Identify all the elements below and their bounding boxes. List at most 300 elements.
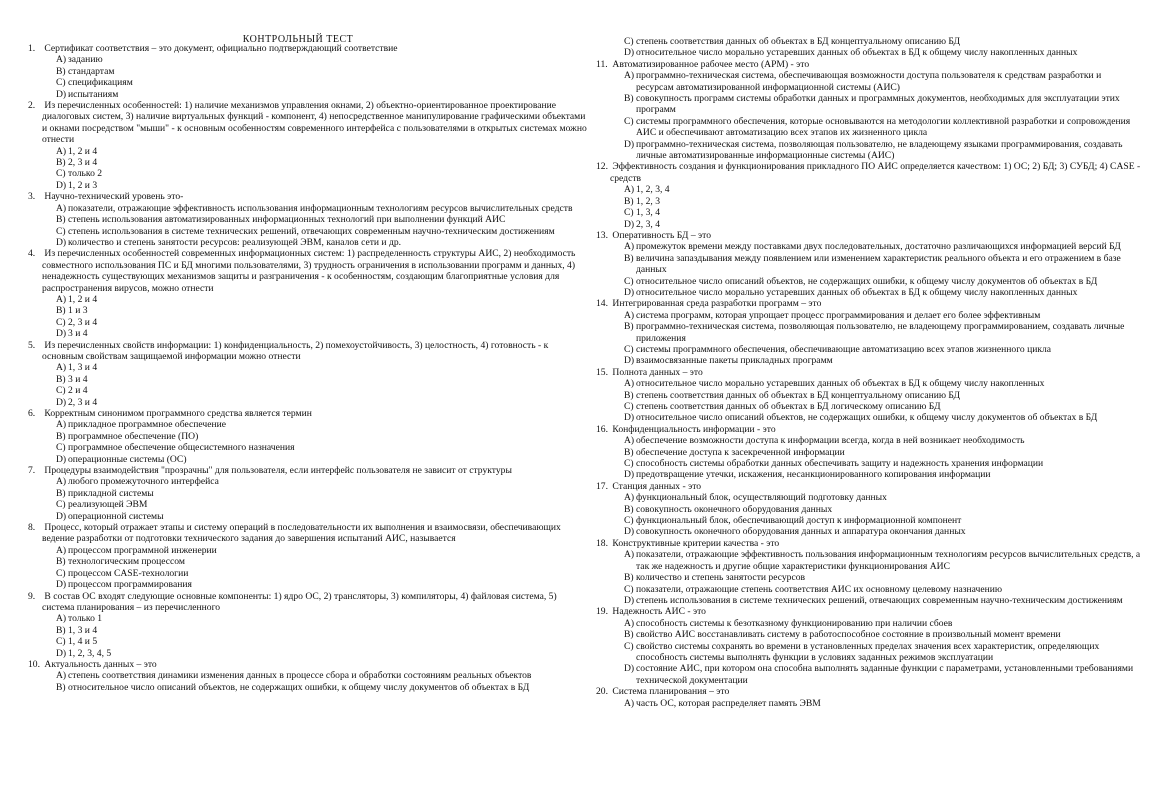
question-number: 20. — [596, 686, 608, 698]
question-stem: Интегрированная среда разработки программ – это — [610, 298, 822, 310]
question-number: 5. — [28, 339, 36, 351]
answer-option-a — [624, 378, 1141, 389]
answer-option-c — [56, 77, 588, 88]
option-letter: D) — [56, 179, 67, 191]
option-letter: B) — [56, 214, 66, 226]
option-text: 2 и 4 — [68, 385, 88, 397]
answer-option-a — [56, 545, 588, 556]
question-stem: Сертификат соответствия – это документ, официально подтверждающий соответствие — [42, 43, 398, 54]
option-letter: B) — [624, 93, 634, 105]
left-column — [28, 0, 588, 693]
answer-option-b — [624, 629, 1141, 640]
option-text: испытаниям — [68, 88, 119, 100]
question-3 — [28, 191, 588, 248]
answer-option-b — [624, 321, 1141, 344]
answer-option-d — [56, 328, 588, 339]
answer-option-c — [624, 641, 1141, 664]
question-stem: Процесс, который отражает этапы и систему операций в последовательности их выполнения и взаимосвязи, обеспечивающих ведение разработки от подготовки технического задания до завершения испытаний АИС, называется — [42, 522, 561, 545]
answer-option-a — [56, 203, 588, 214]
option-letter: B) — [624, 629, 634, 641]
answer-option-c — [624, 458, 1141, 469]
option-letter: A) — [56, 670, 67, 682]
question-19 — [596, 606, 1141, 686]
option-text: свойство АИС восстанавливать систему в работоспособное состояние в произвольный момент времени — [636, 629, 1061, 641]
question-stem: Из перечисленных свойств информации: 1) конфиденциальность, 2) помехоустойчивость, 3) целостность, 4) готовность - к основным свойствам защищаемой информации можно отнести — [42, 339, 549, 362]
question-text — [28, 340, 588, 363]
question-text — [596, 606, 1141, 617]
option-letter: C) — [56, 636, 66, 648]
question-stem: Надежность АИС - это — [610, 606, 706, 618]
option-text: прикладное программное обеспечение — [68, 419, 226, 431]
question-text — [596, 686, 1141, 697]
answer-option-a — [624, 698, 1141, 709]
question-text — [28, 465, 588, 476]
question-text — [28, 408, 588, 419]
answer-option-cont-1 — [624, 47, 1141, 58]
option-text: операционные системы (ОС) — [68, 453, 187, 465]
answer-option-d — [624, 663, 1141, 686]
option-letter: D) — [56, 647, 67, 659]
option-text: 1, 3 и 4 — [68, 624, 98, 636]
question-text — [596, 538, 1141, 549]
option-letter: D) — [624, 218, 635, 230]
question-stem: Станция данных - это — [610, 480, 702, 492]
question-text — [596, 367, 1141, 378]
question-16 — [596, 424, 1141, 481]
option-letter: D) — [56, 236, 67, 248]
option-text: программно-техническая система, позволяющая пользователю, не владеющему программированием, создавать личные приложения — [636, 321, 1125, 344]
option-text: относительное число описаний объектов, не содержащих ошибки, к общему числу документов об объектах в БД — [636, 275, 1098, 287]
answer-option-c — [624, 207, 1141, 218]
option-letter: C) — [56, 567, 66, 579]
question-stem: Из перечисленных особенностей современных информационных систем: 1) распределенность структуры АИС, 2) необходимость совместного использования ПС и БД многими пользователями, 3) трудность ограничения в использовании программ и данных, 4) ненадежность существующих механизмов защиты и разграничения - к особенностям, создающим благоприятные условия для распространения вирусов, можно отнести — [42, 248, 576, 294]
question-text — [28, 248, 588, 294]
question-stem: Корректным синонимом программного средства является термин — [42, 408, 312, 419]
option-text: функциональный блок, обеспечивающий доступ к информационной компонент — [636, 515, 962, 527]
answer-option-a — [624, 618, 1141, 629]
question-number: 12. — [596, 161, 608, 173]
option-text: степень соответствия данных об объектах в БД концептуальному описанию БД — [636, 389, 961, 401]
answer-option-c — [56, 442, 588, 453]
option-text: процессом программирования — [68, 579, 192, 591]
answer-option-a — [624, 184, 1141, 195]
question-5 — [28, 340, 588, 408]
option-letter: D) — [624, 526, 635, 538]
question-number: 16. — [596, 423, 608, 435]
option-letter: D) — [624, 594, 635, 606]
question-text — [28, 659, 588, 670]
option-text: 1, 3 и 4 — [68, 362, 98, 374]
option-text: относительное число морально устаревших данных об объектах в БД к общему числу накопленных — [636, 378, 1045, 390]
answer-option-c — [624, 401, 1141, 412]
option-letter: D) — [56, 328, 67, 340]
answer-option-c — [624, 344, 1141, 355]
answer-option-a — [56, 613, 588, 624]
option-letter: D) — [56, 88, 67, 100]
option-text: 2, 3 и 4 — [68, 157, 98, 169]
question-number: 11. — [596, 58, 608, 70]
option-letter: B) — [56, 373, 66, 385]
option-text: заданию — [68, 54, 103, 66]
answer-option-a — [56, 419, 588, 430]
question-number: 7. — [28, 465, 36, 477]
option-letter: D) — [624, 286, 635, 298]
answer-option-c — [56, 499, 588, 510]
question-number: 10. — [28, 658, 40, 670]
option-text: 1, 2, 3 — [636, 195, 660, 207]
option-letter: B) — [624, 446, 634, 458]
answer-option-d — [624, 412, 1141, 423]
option-text: степень соответствия данных об объектах в БД логическому описанию БД — [636, 401, 941, 412]
question-text — [28, 100, 588, 146]
answer-option-b — [56, 431, 588, 442]
option-text: способность системы обработки данных обеспечивать защиту и надежность хранения информации — [636, 458, 1044, 470]
question-number: 17. — [596, 480, 608, 492]
answer-option-d — [56, 397, 588, 408]
question-text — [596, 298, 1141, 309]
option-letter: A) — [56, 362, 67, 374]
option-text: относительное число описаний объектов, не содержащих ошибки, к общему числу документов об объектах в БД — [68, 681, 530, 693]
answer-option-c — [624, 584, 1141, 595]
option-letter: C) — [56, 225, 66, 237]
answer-option-d — [624, 355, 1141, 366]
answer-option-b — [56, 488, 588, 499]
answer-option-d — [56, 579, 588, 590]
option-letter: A) — [624, 241, 635, 253]
option-text: прикладной системы — [68, 487, 154, 499]
option-text: степень использования автоматизированных информационных технологий при выполнении функций АИС — [68, 214, 506, 226]
answer-option-a — [624, 435, 1141, 446]
option-text: программное обеспечение (ПО) — [68, 430, 199, 442]
option-letter: D) — [624, 355, 635, 367]
option-letter: A) — [56, 202, 67, 214]
right-column — [596, 0, 1141, 709]
option-text: показатели, отражающие степень соответствия АИС их основному целевому назначению — [636, 583, 1003, 595]
option-text: совокупность оконечного оборудования данных и аппаратура окончания данных — [636, 526, 966, 538]
option-letter: A) — [624, 184, 635, 196]
question-text — [28, 591, 588, 614]
option-letter: A) — [56, 145, 67, 157]
answer-option-b — [56, 214, 588, 225]
option-letter: C) — [624, 515, 634, 527]
option-text: степень соответствия данных об объектах в БД концептуальному описанию БД — [636, 36, 961, 47]
option-letter: B) — [56, 556, 66, 568]
option-text: степень использования в системе технических решений, отвечающих современным научно-техническим достижениям — [636, 594, 1123, 606]
question-number: 14. — [596, 298, 608, 310]
option-text: любого промежуточного интерфейса — [68, 476, 219, 488]
question-stem: Научно-технический уровень это- — [42, 191, 184, 203]
question-6 — [28, 408, 588, 465]
option-letter: C) — [624, 207, 634, 219]
answer-option-b — [624, 447, 1141, 458]
option-text: системы программного обеспечения, которые основываются на методологии коллективной разработки и сопровождения АИС и обеспечивают автоматизацию всех этапов их жизненного цикла — [636, 115, 1131, 139]
option-text: 1, 2 и 3 — [68, 179, 98, 191]
answer-option-d — [624, 219, 1141, 230]
option-letter: C) — [624, 275, 634, 287]
answer-option-d — [624, 595, 1141, 606]
answer-option-d — [56, 180, 588, 191]
question-stem: Из перечисленных особенностей: 1) наличие механизмов управления окнами, 2) объектно-ориентированное проектирование диалоговых систем, 3) наличие виртуальных функций - компонент, 4) непосредственное манипулирование графическими объектами и окнами посредством "мыши" - к основным особенностям современного интерфейса с пользователями в открытых системах можно отнести — [42, 100, 587, 146]
option-letter: A) — [56, 54, 67, 66]
option-text: степень использования в системе технических решений, отвечающих современным научно-техническим достижениям — [68, 225, 555, 237]
test-title: КОНТРОЛЬНЫЙ ТЕСТ — [242, 34, 354, 45]
option-letter: A) — [624, 378, 635, 390]
option-letter: A) — [624, 492, 635, 504]
answer-option-d — [56, 511, 588, 522]
answer-option-d — [624, 139, 1141, 162]
question-text — [28, 522, 588, 545]
option-text: программное обеспечение общесистемного назначения — [68, 442, 295, 454]
option-letter: D) — [624, 138, 635, 150]
option-letter: C) — [56, 499, 66, 511]
option-letter: B) — [56, 157, 66, 169]
question-number: 9. — [28, 590, 36, 602]
answer-option-b — [56, 682, 588, 693]
answer-option-a — [624, 492, 1141, 503]
option-text: спецификациям — [68, 77, 133, 89]
answer-option-a — [624, 549, 1141, 572]
answer-option-b — [56, 556, 588, 567]
answer-option-b — [624, 504, 1141, 515]
question-13 — [596, 230, 1141, 298]
option-letter: B) — [56, 487, 66, 499]
option-text: часть ОС, которая распределяет память ЭВМ — [636, 697, 821, 709]
option-text: 1, 2, 3, 4, 5 — [68, 647, 112, 659]
answer-option-b — [624, 390, 1141, 401]
question-14 — [596, 298, 1141, 366]
question-8 — [28, 522, 588, 590]
question-stem: Система планирования – это — [610, 686, 730, 698]
option-text: способность системы к безотказному функционированию при наличии сбоев — [636, 617, 953, 629]
answer-option-a — [56, 670, 588, 681]
option-letter: C) — [624, 458, 634, 470]
answer-option-b — [56, 157, 588, 168]
answer-option-c — [56, 636, 588, 647]
question-10 — [28, 659, 588, 693]
option-text: 2, 3 и 4 — [68, 396, 98, 408]
option-letter: D) — [624, 469, 635, 481]
option-text: взаимосвязанные пакеты прикладных программ — [636, 355, 833, 367]
answer-option-b — [624, 196, 1141, 207]
question-17 — [596, 481, 1141, 538]
option-letter: B) — [624, 195, 634, 207]
question-15 — [596, 367, 1141, 424]
answer-option-b — [56, 625, 588, 636]
question-stem: Актуальность данных – это — [42, 658, 157, 670]
option-letter: C) — [56, 442, 66, 454]
question-number: 19. — [596, 606, 608, 618]
question-20 — [596, 686, 1141, 709]
question-number: 15. — [596, 366, 608, 378]
option-letter: C) — [624, 343, 634, 355]
option-letter: A) — [56, 476, 67, 488]
question-2 — [28, 100, 588, 191]
question-number: 8. — [28, 522, 36, 534]
answer-option-c — [56, 568, 588, 579]
question-number: 6. — [28, 408, 36, 419]
option-text: показатели, отражающие эффективность пользования информационным технологиям ресурсов вычислительных средств, а так же надежность и другие общие характеристики функционирования АИС — [636, 549, 1141, 572]
question-text — [596, 481, 1141, 492]
option-text: 3 и 4 — [68, 328, 88, 340]
question-4 — [28, 248, 588, 339]
question-text — [28, 191, 588, 202]
answer-option-b — [624, 572, 1141, 583]
option-text: обеспечение доступа к засекреченной информации — [636, 446, 845, 458]
answer-option-a — [56, 362, 588, 373]
answer-option-d — [56, 237, 588, 248]
option-letter: B) — [624, 252, 634, 264]
answer-option-c — [624, 276, 1141, 287]
question-stem: Конфиденциальность информации - это — [610, 423, 776, 435]
option-text: промежуток времени между поставками двух последовательных, достаточно различающихся информацией версий БД — [636, 241, 1121, 253]
option-text: относительное число морально устаревших данных об объектах в БД к общему числу накопленных данных — [636, 47, 1078, 59]
question-stem: Эффективность создания и функционирования прикладного ПО АИС определяется качеством: 1) ОС; 2) БД; 3) СУБД; 4) CASE - средств — [610, 161, 1141, 184]
option-letter: C) — [624, 36, 634, 47]
option-text: 1, 2 и 4 — [68, 145, 98, 157]
option-text: технологическим процессом — [68, 556, 185, 568]
option-letter: C) — [624, 115, 634, 127]
answer-option-d — [56, 648, 588, 659]
answer-option-a — [624, 241, 1141, 252]
option-text: стандартам — [68, 65, 115, 77]
option-text: количество и степень занятости ресурсов: реализующей ЭВМ, каналов сети и др. — [68, 236, 402, 248]
question-text — [596, 424, 1141, 435]
question-stem: Полнота данных – это — [610, 366, 703, 378]
question-stem: Процедуры взаимодействия "прозрачны" для пользователя, если интерфейс пользователя не зависит от структуры — [42, 465, 512, 477]
option-text: 1 и 3 — [68, 305, 88, 317]
answer-option-a — [56, 294, 588, 305]
option-letter: A) — [56, 293, 67, 305]
option-text: операционной системы — [68, 510, 164, 522]
option-text: системы программного обеспечения, обеспечивающие автоматизацию всех этапов жизненного цикла — [636, 343, 1052, 355]
answer-option-cont-0 — [624, 36, 1141, 47]
option-letter: D) — [624, 47, 635, 59]
option-text: система программ, которая упрощает процесс программирования и делает его более эффективным — [636, 309, 1041, 321]
answer-option-d — [624, 526, 1141, 537]
question-stem: Конструктивные критерии качества - это — [610, 537, 780, 549]
option-letter: A) — [624, 697, 635, 709]
option-letter: B) — [56, 681, 66, 693]
option-letter: A) — [56, 544, 67, 556]
answer-option-c — [624, 515, 1141, 526]
option-text: 2, 3, 4 — [636, 218, 660, 230]
question-1 — [28, 43, 588, 100]
option-text: только 1 — [68, 613, 103, 625]
answer-option-d — [624, 287, 1141, 298]
option-letter: C) — [624, 640, 634, 652]
option-text: реализующей ЭВМ — [68, 499, 148, 511]
option-text: свойство системы сохранять во времени в установленных пределах значения всех характеристик, определяющих способность системы выполнять функции в условиях заданных режимов эксплуатации — [636, 640, 1100, 663]
option-text: относительное число морально устаревших данных об объектах в БД к общему числу накопленных данных — [636, 286, 1078, 298]
question-stem: В состав ОС входят следующие основные компоненты: 1) ядро ОС, 2) трансляторы, 3) компиляторы, 4) файловая система, 5) система планирования – из перечисленного — [42, 590, 557, 613]
option-text: совокупность оконечного оборудования данных — [636, 503, 833, 515]
option-letter: B) — [56, 430, 66, 442]
question-number: 18. — [596, 537, 608, 549]
question-stem: Оперативность БД – это — [610, 229, 712, 241]
option-text: 3 и 4 — [68, 373, 88, 385]
option-text: предотвращение утечки, искажения, несанкционированного копирования информации — [636, 469, 991, 481]
option-text: относительное число описаний объектов, не содержащих ошибки, к общему числу документов об объектах в БД — [636, 412, 1098, 424]
option-letter: D) — [624, 663, 635, 675]
option-letter: A) — [624, 435, 635, 447]
option-letter: D) — [56, 396, 67, 408]
option-text: обеспечение возможности доступа к информации всегда, когда в ней возникает необходимость — [636, 435, 1025, 447]
answer-option-c — [56, 317, 588, 328]
question-9 — [28, 591, 588, 659]
option-text: программно-техническая система, обеспечивающая возможности доступа пользователя к средствам разработки и ресурсам автоматизированной информационной системы (АИС) — [636, 70, 1102, 93]
option-letter: A) — [624, 549, 635, 561]
answer-option-c — [56, 385, 588, 396]
answer-option-b — [624, 93, 1141, 116]
question-number: 4. — [28, 248, 36, 260]
question-11 — [596, 59, 1141, 162]
answer-option-c — [56, 168, 588, 179]
option-text: показатели, отражающие эффективность использования информационным технологиям ресурсов вычислительных средств — [68, 202, 573, 214]
option-letter: B) — [624, 321, 634, 333]
question-text — [28, 43, 588, 54]
option-letter: A) — [56, 613, 67, 625]
question-text — [596, 59, 1141, 70]
answer-option-b — [56, 66, 588, 77]
answer-option-d — [56, 89, 588, 100]
option-text: процессом CASE-технологии — [68, 567, 189, 579]
option-letter: A) — [56, 419, 67, 431]
option-text: количество и степень занятости ресурсов — [636, 572, 806, 584]
option-text: величина запаздывания между появлением или изменением характеристик реального объекта и его отражением в базе данных — [636, 252, 1121, 276]
option-text: только 2 — [68, 168, 103, 180]
option-text: 1, 2, 3, 4 — [636, 184, 670, 196]
option-text: степень соответствия динамики изменения данных в процессе сбора и обработки состояниям реальных объектов — [68, 670, 532, 682]
option-text: 1, 2 и 4 — [68, 293, 98, 305]
option-text: программно-техническая система, позволяющая пользователю, не владеющему языками программирования, создавать личные автоматизированные информационные системы (АИС) — [636, 138, 1123, 162]
option-letter: C) — [56, 385, 66, 397]
question-18 — [596, 538, 1141, 606]
answer-option-c — [624, 116, 1141, 139]
question-number: 13. — [596, 229, 608, 241]
option-letter: B) — [56, 305, 66, 317]
answer-option-a — [56, 146, 588, 157]
option-text: состояние АИС, при котором она способна выполнять заданные функции с параметрами, установленными требованиями технической документации — [636, 663, 1134, 686]
option-text: функциональный блок, осуществляющий подготовку данных — [636, 492, 887, 504]
answer-option-d — [624, 469, 1141, 480]
option-letter: A) — [624, 617, 635, 629]
continued-options — [596, 36, 1141, 59]
option-letter: B) — [624, 389, 634, 401]
option-letter: A) — [624, 309, 635, 321]
question-text — [596, 161, 1141, 184]
option-text: совокупность программ системы обработки данных и программных документов, необходимых для эксплуатации этих программ — [636, 93, 1120, 116]
question-7 — [28, 465, 588, 522]
option-text: 1, 4 и 5 — [68, 636, 98, 648]
question-12 — [596, 161, 1141, 229]
answer-option-b — [56, 305, 588, 316]
option-letter: C) — [56, 168, 66, 180]
option-letter: D) — [624, 412, 635, 424]
option-letter: C) — [56, 316, 66, 328]
option-letter: C) — [624, 583, 634, 595]
answer-option-a — [56, 54, 588, 65]
option-text: процессом программной инженерии — [68, 544, 217, 556]
question-number: 2. — [28, 100, 36, 112]
question-number: 3. — [28, 191, 36, 203]
answer-option-a — [624, 70, 1141, 93]
question-number: 1. — [28, 43, 36, 54]
option-text: 2, 3 и 4 — [68, 316, 98, 328]
option-letter: D) — [56, 510, 67, 522]
answer-option-c — [56, 226, 588, 237]
answer-option-a — [56, 476, 588, 487]
option-letter: B) — [56, 624, 66, 636]
